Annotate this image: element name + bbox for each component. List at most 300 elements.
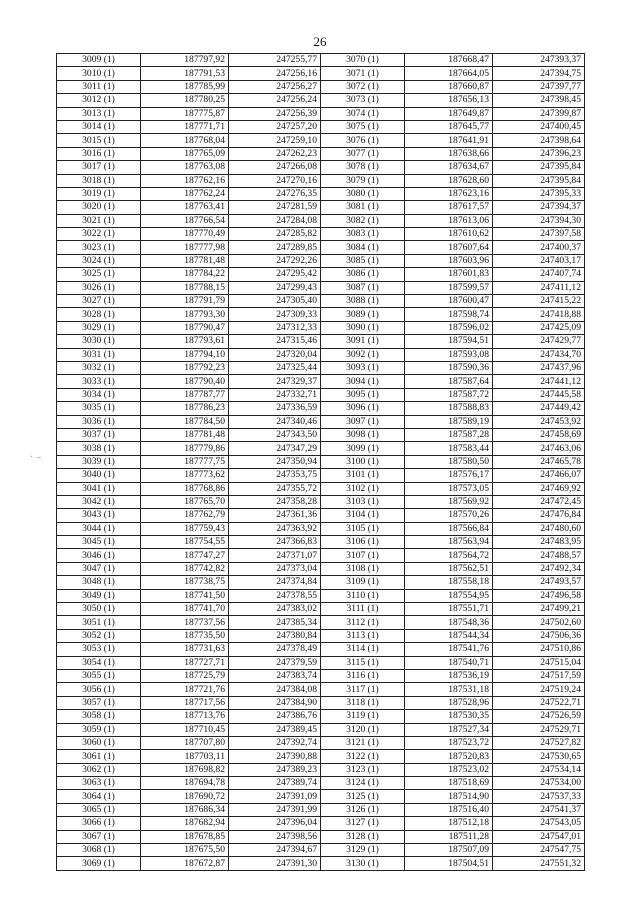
table-row: [57, 736, 585, 749]
table-row: [57, 455, 585, 468]
y-coord-right-cell: 247453,92: [493, 415, 585, 428]
x-coord-left-cell: 187790,47: [141, 321, 229, 334]
table-row: [57, 321, 585, 334]
y-coord-left-cell: 247256,39: [229, 107, 321, 120]
x-coord-left-cell: 187781,48: [141, 254, 229, 267]
y-coord-left-cell: 247315,46: [229, 335, 321, 348]
point-id-left-cell: 3063 (1): [57, 777, 141, 790]
point-id-left-cell: 3017 (1): [57, 161, 141, 174]
page-number: 26: [313, 34, 327, 49]
table-row: [57, 616, 585, 629]
point-id-left-cell: 3052 (1): [57, 629, 141, 642]
point-id-right-cell: 3091 (1): [321, 335, 405, 348]
point-id-right-cell: 3120 (1): [321, 723, 405, 736]
point-id-left-cell: 3033 (1): [57, 375, 141, 388]
y-coord-left-cell: 247285,82: [229, 228, 321, 241]
y-coord-right-cell: 247394,37: [493, 201, 585, 214]
point-id-right-cell: 3088 (1): [321, 295, 405, 308]
x-coord-right-cell: 187536,19: [405, 669, 493, 682]
y-coord-left-cell: 247378,55: [229, 589, 321, 602]
y-coord-right-cell: 247526,59: [493, 710, 585, 723]
x-coord-left-cell: 187768,04: [141, 134, 229, 147]
x-coord-left-cell: 187763,41: [141, 201, 229, 214]
y-coord-left-cell: 247266,08: [229, 161, 321, 174]
point-id-left-cell: 3038 (1): [57, 442, 141, 455]
point-id-right-cell: 3114 (1): [321, 643, 405, 656]
x-coord-right-cell: 187599,57: [405, 281, 493, 294]
point-id-right-cell: 3113 (1): [321, 629, 405, 642]
point-id-right-cell: 3109 (1): [321, 576, 405, 589]
x-coord-right-cell: 187668,47: [405, 54, 493, 67]
y-coord-left-cell: 247305,40: [229, 295, 321, 308]
x-coord-right-cell: 187523,72: [405, 736, 493, 749]
y-coord-right-cell: 247466,07: [493, 469, 585, 482]
table-row: [57, 844, 585, 857]
x-coord-right-cell: 187516,40: [405, 803, 493, 816]
x-coord-right-cell: 187594,51: [405, 335, 493, 348]
y-coord-right-cell: 247519,24: [493, 683, 585, 696]
y-coord-right-cell: 247522,71: [493, 696, 585, 709]
table-row: [57, 174, 585, 187]
y-coord-right-cell: 247551,32: [493, 857, 585, 870]
x-coord-left-cell: 187792,23: [141, 361, 229, 374]
y-coord-left-cell: 247374,84: [229, 576, 321, 589]
x-coord-left-cell: 187768,86: [141, 482, 229, 495]
y-coord-right-cell: 247395,84: [493, 161, 585, 174]
point-id-left-cell: 3032 (1): [57, 361, 141, 374]
point-id-right-cell: 3127 (1): [321, 817, 405, 830]
x-coord-left-cell: 187698,82: [141, 763, 229, 776]
point-id-left-cell: 3056 (1): [57, 683, 141, 696]
point-id-left-cell: 3069 (1): [57, 857, 141, 870]
y-coord-right-cell: 247527,82: [493, 736, 585, 749]
table-row: [57, 254, 585, 267]
point-id-right-cell: 3087 (1): [321, 281, 405, 294]
x-coord-right-cell: 187638,66: [405, 147, 493, 160]
table-row: [57, 549, 585, 562]
table-row: [57, 228, 585, 241]
point-id-right-cell: 3118 (1): [321, 696, 405, 709]
y-coord-right-cell: 247394,75: [493, 67, 585, 80]
x-coord-left-cell: 187791,79: [141, 295, 229, 308]
table-row: [57, 375, 585, 388]
y-coord-left-cell: 247390,88: [229, 750, 321, 763]
table-row: [57, 803, 585, 816]
x-coord-left-cell: 187725,79: [141, 669, 229, 682]
x-coord-right-cell: 187588,83: [405, 402, 493, 415]
point-id-left-cell: 3019 (1): [57, 187, 141, 200]
point-id-left-cell: 3048 (1): [57, 576, 141, 589]
x-coord-left-cell: 187779,86: [141, 442, 229, 455]
x-coord-right-cell: 187587,64: [405, 375, 493, 388]
point-id-right-cell: 3090 (1): [321, 321, 405, 334]
point-id-right-cell: 3077 (1): [321, 147, 405, 160]
x-coord-left-cell: 187710,45: [141, 723, 229, 736]
point-id-right-cell: 3076 (1): [321, 134, 405, 147]
x-coord-right-cell: 187600,47: [405, 295, 493, 308]
point-id-right-cell: 3096 (1): [321, 402, 405, 415]
point-id-left-cell: 3015 (1): [57, 134, 141, 147]
y-coord-right-cell: 247407,74: [493, 268, 585, 281]
y-coord-right-cell: 247515,04: [493, 656, 585, 669]
x-coord-left-cell: 187781,48: [141, 428, 229, 441]
scan-artifact-mark: · –: [30, 452, 42, 463]
y-coord-right-cell: 247502,60: [493, 616, 585, 629]
y-coord-right-cell: 247492,34: [493, 562, 585, 575]
x-coord-left-cell: 187747,27: [141, 549, 229, 562]
y-coord-left-cell: 247256,16: [229, 67, 321, 80]
y-coord-left-cell: 247332,71: [229, 388, 321, 401]
y-coord-left-cell: 247358,28: [229, 495, 321, 508]
x-coord-left-cell: 187741,50: [141, 589, 229, 602]
point-id-right-cell: 3126 (1): [321, 803, 405, 816]
table-row: [57, 750, 585, 763]
point-id-left-cell: 3020 (1): [57, 201, 141, 214]
x-coord-right-cell: 187649,87: [405, 107, 493, 120]
point-id-right-cell: 3078 (1): [321, 161, 405, 174]
x-coord-left-cell: 187741,70: [141, 603, 229, 616]
table-row: [57, 67, 585, 80]
x-coord-left-cell: 187775,87: [141, 107, 229, 120]
x-coord-left-cell: 187791,53: [141, 67, 229, 80]
x-coord-left-cell: 187721,76: [141, 683, 229, 696]
y-coord-right-cell: 247465,78: [493, 455, 585, 468]
y-coord-right-cell: 247394,30: [493, 214, 585, 227]
x-coord-left-cell: 187790,40: [141, 375, 229, 388]
x-coord-left-cell: 187780,25: [141, 94, 229, 107]
y-coord-left-cell: 247394,67: [229, 844, 321, 857]
y-coord-right-cell: 247449,42: [493, 402, 585, 415]
table-row: [57, 817, 585, 830]
x-coord-right-cell: 187613,06: [405, 214, 493, 227]
y-coord-left-cell: 247355,72: [229, 482, 321, 495]
x-coord-right-cell: 187587,72: [405, 388, 493, 401]
y-coord-right-cell: 247472,45: [493, 495, 585, 508]
x-coord-left-cell: 187727,71: [141, 656, 229, 669]
x-coord-right-cell: 187564,72: [405, 549, 493, 562]
point-id-right-cell: 3097 (1): [321, 415, 405, 428]
table-row: [57, 482, 585, 495]
table-row: [57, 335, 585, 348]
x-coord-right-cell: 187587,28: [405, 428, 493, 441]
y-coord-left-cell: 247276,35: [229, 187, 321, 200]
x-coord-right-cell: 187563,94: [405, 536, 493, 549]
x-coord-right-cell: 187544,34: [405, 629, 493, 642]
x-coord-left-cell: 187742,82: [141, 562, 229, 575]
point-id-left-cell: 3037 (1): [57, 428, 141, 441]
point-id-left-cell: 3028 (1): [57, 308, 141, 321]
y-coord-right-cell: 247418,88: [493, 308, 585, 321]
point-id-right-cell: 3124 (1): [321, 777, 405, 790]
x-coord-right-cell: 187607,64: [405, 241, 493, 254]
point-id-left-cell: 3035 (1): [57, 402, 141, 415]
point-id-left-cell: 3051 (1): [57, 616, 141, 629]
y-coord-right-cell: 247529,71: [493, 723, 585, 736]
point-id-left-cell: 3036 (1): [57, 415, 141, 428]
x-coord-right-cell: 187566,84: [405, 522, 493, 535]
y-coord-left-cell: 247347,29: [229, 442, 321, 455]
y-coord-right-cell: 247434,70: [493, 348, 585, 361]
table-row: [57, 187, 585, 200]
table-row: [57, 308, 585, 321]
x-coord-right-cell: 187617,57: [405, 201, 493, 214]
x-coord-left-cell: 187735,50: [141, 629, 229, 642]
point-id-right-cell: 3117 (1): [321, 683, 405, 696]
x-coord-right-cell: 187634,67: [405, 161, 493, 174]
y-coord-left-cell: 247255,77: [229, 54, 321, 67]
point-id-left-cell: 3021 (1): [57, 214, 141, 227]
point-id-right-cell: 3075 (1): [321, 120, 405, 133]
y-coord-left-cell: 247259,10: [229, 134, 321, 147]
point-id-right-cell: 3116 (1): [321, 669, 405, 682]
x-coord-left-cell: 187777,98: [141, 241, 229, 254]
y-coord-left-cell: 247340,46: [229, 415, 321, 428]
point-id-left-cell: 3054 (1): [57, 656, 141, 669]
point-id-right-cell: 3093 (1): [321, 361, 405, 374]
table-row: [57, 281, 585, 294]
y-coord-right-cell: 247441,12: [493, 375, 585, 388]
y-coord-right-cell: 247499,21: [493, 603, 585, 616]
point-id-left-cell: 3059 (1): [57, 723, 141, 736]
point-id-right-cell: 3070 (1): [321, 54, 405, 67]
table-row: [57, 80, 585, 93]
y-coord-right-cell: 247437,96: [493, 361, 585, 374]
y-coord-right-cell: 247399,87: [493, 107, 585, 120]
y-coord-left-cell: 247391,99: [229, 803, 321, 816]
point-id-right-cell: 3107 (1): [321, 549, 405, 562]
y-coord-right-cell: 247534,00: [493, 777, 585, 790]
y-coord-right-cell: 247415,22: [493, 295, 585, 308]
point-id-right-cell: 3083 (1): [321, 228, 405, 241]
y-coord-right-cell: 247480,60: [493, 522, 585, 535]
point-id-right-cell: 3130 (1): [321, 857, 405, 870]
x-coord-left-cell: 187717,56: [141, 696, 229, 709]
point-id-left-cell: 3043 (1): [57, 509, 141, 522]
y-coord-right-cell: 247543,05: [493, 817, 585, 830]
y-coord-left-cell: 247350,94: [229, 455, 321, 468]
table-row: [57, 54, 585, 67]
y-coord-left-cell: 247389,23: [229, 763, 321, 776]
x-coord-right-cell: 187558,18: [405, 576, 493, 589]
x-coord-left-cell: 187762,79: [141, 509, 229, 522]
table-row: [57, 214, 585, 227]
point-id-left-cell: 3024 (1): [57, 254, 141, 267]
y-coord-left-cell: 247256,24: [229, 94, 321, 107]
point-id-right-cell: 3108 (1): [321, 562, 405, 575]
x-coord-right-cell: 187569,92: [405, 495, 493, 508]
table-row: [57, 589, 585, 602]
table-row: [57, 442, 585, 455]
y-coord-left-cell: 247361,36: [229, 509, 321, 522]
point-id-left-cell: 3050 (1): [57, 603, 141, 616]
x-coord-left-cell: 187794,10: [141, 348, 229, 361]
x-coord-left-cell: 187737,56: [141, 616, 229, 629]
point-id-right-cell: 3098 (1): [321, 428, 405, 441]
point-id-right-cell: 3079 (1): [321, 174, 405, 187]
table-row: [57, 669, 585, 682]
y-coord-right-cell: 247395,33: [493, 187, 585, 200]
point-id-left-cell: 3012 (1): [57, 94, 141, 107]
x-coord-left-cell: 187777,75: [141, 455, 229, 468]
y-coord-left-cell: 247292,26: [229, 254, 321, 267]
point-id-left-cell: 3062 (1): [57, 763, 141, 776]
table-row: [57, 147, 585, 160]
x-coord-right-cell: 187573,05: [405, 482, 493, 495]
x-coord-left-cell: 187703,11: [141, 750, 229, 763]
x-coord-left-cell: 187765,09: [141, 147, 229, 160]
point-id-right-cell: 3123 (1): [321, 763, 405, 776]
x-coord-left-cell: 187786,23: [141, 402, 229, 415]
point-id-right-cell: 3074 (1): [321, 107, 405, 120]
y-coord-left-cell: 247379,59: [229, 656, 321, 669]
point-id-left-cell: 3060 (1): [57, 736, 141, 749]
table-row: [57, 201, 585, 214]
y-coord-right-cell: 247537,33: [493, 790, 585, 803]
point-id-left-cell: 3027 (1): [57, 295, 141, 308]
y-coord-right-cell: 247496,58: [493, 589, 585, 602]
x-coord-left-cell: 187672,87: [141, 857, 229, 870]
point-id-left-cell: 3058 (1): [57, 710, 141, 723]
y-coord-right-cell: 247400,37: [493, 241, 585, 254]
coordinates-table-body: [57, 54, 585, 871]
x-coord-right-cell: 187583,44: [405, 442, 493, 455]
x-coord-left-cell: 187788,15: [141, 281, 229, 294]
table-row: [57, 415, 585, 428]
point-id-left-cell: 3047 (1): [57, 562, 141, 575]
x-coord-right-cell: 187530,35: [405, 710, 493, 723]
y-coord-right-cell: 247483,95: [493, 536, 585, 549]
point-id-left-cell: 3061 (1): [57, 750, 141, 763]
x-coord-left-cell: 187765,70: [141, 495, 229, 508]
point-id-left-cell: 3022 (1): [57, 228, 141, 241]
y-coord-right-cell: 247397,58: [493, 228, 585, 241]
y-coord-left-cell: 247366,83: [229, 536, 321, 549]
point-id-left-cell: 3041 (1): [57, 482, 141, 495]
x-coord-right-cell: 187518,69: [405, 777, 493, 790]
x-coord-left-cell: 187694,78: [141, 777, 229, 790]
table-row: [57, 710, 585, 723]
point-id-right-cell: 3101 (1): [321, 469, 405, 482]
point-id-left-cell: 3034 (1): [57, 388, 141, 401]
y-coord-left-cell: 247396,04: [229, 817, 321, 830]
y-coord-right-cell: 247458,69: [493, 428, 585, 441]
y-coord-left-cell: 247295,42: [229, 268, 321, 281]
point-id-left-cell: 3031 (1): [57, 348, 141, 361]
y-coord-left-cell: 247343,50: [229, 428, 321, 441]
table-row: [57, 495, 585, 508]
y-coord-left-cell: 247384,90: [229, 696, 321, 709]
point-id-right-cell: 3104 (1): [321, 509, 405, 522]
point-id-right-cell: 3112 (1): [321, 616, 405, 629]
x-coord-right-cell: 187527,34: [405, 723, 493, 736]
y-coord-right-cell: 247398,64: [493, 134, 585, 147]
x-coord-right-cell: 187664,05: [405, 67, 493, 80]
x-coord-left-cell: 187797,92: [141, 54, 229, 67]
x-coord-left-cell: 187770,49: [141, 228, 229, 241]
table-row: [57, 522, 585, 535]
y-coord-left-cell: 247320,04: [229, 348, 321, 361]
y-coord-left-cell: 247386,76: [229, 710, 321, 723]
table-row: [57, 469, 585, 482]
x-coord-left-cell: 187762,16: [141, 174, 229, 187]
point-id-left-cell: 3025 (1): [57, 268, 141, 281]
y-coord-right-cell: 247476,84: [493, 509, 585, 522]
point-id-left-cell: 3013 (1): [57, 107, 141, 120]
x-coord-left-cell: 187787,77: [141, 388, 229, 401]
y-coord-left-cell: 247329,37: [229, 375, 321, 388]
point-id-right-cell: 3085 (1): [321, 254, 405, 267]
point-id-left-cell: 3057 (1): [57, 696, 141, 709]
coordinates-table: [56, 53, 585, 871]
y-coord-right-cell: 247510,86: [493, 643, 585, 656]
table-row: [57, 830, 585, 843]
point-id-left-cell: 3010 (1): [57, 67, 141, 80]
table-row: [57, 562, 585, 575]
y-coord-right-cell: 247506,36: [493, 629, 585, 642]
table-row: [57, 388, 585, 401]
table-row: [57, 295, 585, 308]
point-id-right-cell: 3115 (1): [321, 656, 405, 669]
point-id-right-cell: 3086 (1): [321, 268, 405, 281]
y-coord-left-cell: 247384,08: [229, 683, 321, 696]
table-row: [57, 509, 585, 522]
point-id-right-cell: 3125 (1): [321, 790, 405, 803]
y-coord-right-cell: 247517,59: [493, 669, 585, 682]
y-coord-left-cell: 247270,16: [229, 174, 321, 187]
point-id-right-cell: 3092 (1): [321, 348, 405, 361]
table-row: [57, 683, 585, 696]
point-id-right-cell: 3128 (1): [321, 830, 405, 843]
table-row: [57, 576, 585, 589]
point-id-left-cell: 3049 (1): [57, 589, 141, 602]
y-coord-left-cell: 247391,30: [229, 857, 321, 870]
y-coord-left-cell: 247389,45: [229, 723, 321, 736]
point-id-left-cell: 3044 (1): [57, 522, 141, 535]
x-coord-left-cell: 187793,30: [141, 308, 229, 321]
x-coord-right-cell: 187504,51: [405, 857, 493, 870]
y-coord-left-cell: 247398,56: [229, 830, 321, 843]
y-coord-right-cell: 247403,17: [493, 254, 585, 267]
x-coord-right-cell: 187562,51: [405, 562, 493, 575]
table-row: [57, 790, 585, 803]
x-coord-left-cell: 187784,22: [141, 268, 229, 281]
y-coord-right-cell: 247493,57: [493, 576, 585, 589]
table-row: [57, 723, 585, 736]
point-id-left-cell: 3053 (1): [57, 643, 141, 656]
table-row: [57, 268, 585, 281]
point-id-right-cell: 3073 (1): [321, 94, 405, 107]
x-coord-right-cell: 187660,87: [405, 80, 493, 93]
table-row: [57, 603, 585, 616]
x-coord-left-cell: 187731,63: [141, 643, 229, 656]
y-coord-right-cell: 247400,45: [493, 120, 585, 133]
x-coord-left-cell: 187707,80: [141, 736, 229, 749]
y-coord-left-cell: 247289,85: [229, 241, 321, 254]
x-coord-right-cell: 187656,13: [405, 94, 493, 107]
point-id-left-cell: 3066 (1): [57, 817, 141, 830]
x-coord-right-cell: 187528,96: [405, 696, 493, 709]
table-row: [57, 348, 585, 361]
y-coord-left-cell: 247312,33: [229, 321, 321, 334]
point-id-right-cell: 3129 (1): [321, 844, 405, 857]
y-coord-left-cell: 247257,20: [229, 120, 321, 133]
x-coord-right-cell: 187593,08: [405, 348, 493, 361]
y-coord-right-cell: 247488,57: [493, 549, 585, 562]
x-coord-right-cell: 187601,83: [405, 268, 493, 281]
x-coord-right-cell: 187641,91: [405, 134, 493, 147]
x-coord-left-cell: 187766,54: [141, 214, 229, 227]
y-coord-left-cell: 247371,07: [229, 549, 321, 562]
